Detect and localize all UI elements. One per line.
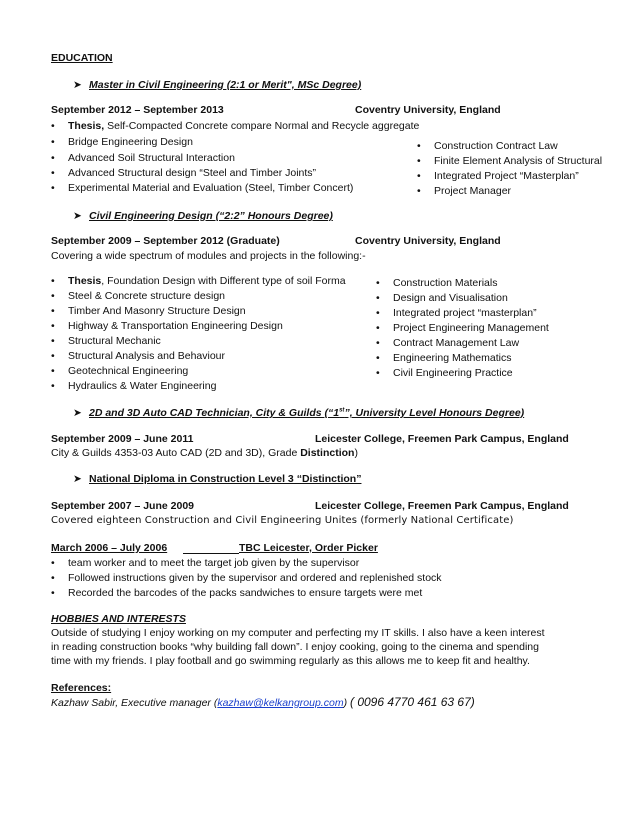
list-item: • Advanced Structural design “Steel and Timber Joints” bbox=[68, 168, 316, 179]
msc-dates: September 2012 – September 2013 bbox=[51, 104, 224, 116]
underline-divider bbox=[183, 553, 239, 554]
cad-detail: City & Guilds 4353-03 Auto CAD (2D and 3D), Grade Distinction) bbox=[51, 447, 358, 459]
list-item: • Followed instructions given by the supervisor and ordered and replenished stock bbox=[68, 573, 442, 584]
list-item: • Bridge Engineering Design bbox=[68, 137, 193, 148]
list-item: • Integrated project “masterplan” bbox=[393, 308, 537, 319]
work-role: TBC Leicester, Order Picker bbox=[239, 542, 378, 554]
list-item: • Timber And Masonry Structure Design bbox=[68, 306, 246, 317]
list-item: • Structural Analysis and Behaviour bbox=[68, 351, 225, 362]
diploma-dates: September 2007 – June 2009 bbox=[51, 500, 195, 512]
diploma-institution: Leicester College, Freemen Park Campus, England bbox=[315, 500, 569, 512]
reference-phone: ( 0096 4770 461 63 67) bbox=[350, 695, 475, 709]
list-item: • Engineering Mathematics bbox=[393, 353, 511, 364]
msc-title: ➤ Master in Civil Engineering (2:1 or Merit", MSc Degree) bbox=[73, 79, 362, 91]
arrow-bullet-icon: ➤ bbox=[73, 473, 82, 485]
education-heading: EDUCATION bbox=[51, 52, 113, 64]
list-item: • Experimental Material and Evaluation (Steel, Timber Concert) bbox=[68, 183, 353, 194]
list-item: • Finite Element Analysis of Structural bbox=[434, 156, 602, 167]
reference-email-link[interactable]: kazhaw@kelkangroup.com bbox=[217, 697, 344, 709]
work-dates: March 2006 – July 2006 bbox=[51, 542, 168, 554]
list-item: • Steel & Concrete structure design bbox=[68, 291, 225, 302]
hobbies-line: Outside of studying I enjoy working on my computer and perfecting my IT skills. I also have a keen interest bbox=[51, 627, 545, 639]
msc-institution: Coventry University, England bbox=[355, 104, 501, 116]
hobbies-line: time with my friends. I play football and go swimming regularly as this allows me to keep fit and healthy. bbox=[51, 655, 530, 667]
list-item: • Contract Management Law bbox=[393, 338, 519, 349]
list-item: • Recorded the barcodes of the packs sandwiches to ensure targets were met bbox=[68, 588, 422, 599]
list-item: • Construction Contract Law bbox=[434, 141, 558, 152]
cad-title: ➤ 2D and 3D Auto CAD Technician, City & Guilds (“1st”, University Level Honours Degree) bbox=[73, 407, 525, 419]
list-item: • Project Manager bbox=[434, 186, 511, 197]
bsc-thesis: • Thesis, Foundation Design with Different type of soil Forma bbox=[68, 276, 346, 287]
arrow-bullet-icon: ➤ bbox=[73, 407, 82, 419]
list-item: • Structural Mechanic bbox=[68, 336, 161, 347]
arrow-bullet-icon: ➤ bbox=[73, 79, 82, 91]
list-item: • Geotechnical Engineering bbox=[68, 366, 188, 377]
list-item: • Highway & Transportation Engineering Design bbox=[68, 321, 283, 332]
list-item: • Construction Materials bbox=[393, 278, 497, 289]
msc-thesis: • Thesis, Self-Compacted Concrete compare Normal and Recycle aggregate bbox=[68, 121, 419, 132]
bsc-dates: September 2009 – September 2012 (Graduate) bbox=[51, 235, 280, 247]
bsc-institution: Coventry University, England bbox=[355, 235, 501, 247]
list-item: • team worker and to meet the target job given by the supervisor bbox=[68, 558, 359, 569]
list-item: • Advanced Soil Structural Interaction bbox=[68, 153, 235, 164]
diploma-detail: Covered eighteen Construction and Civil Engineering Unites (formerly National Certificate) bbox=[51, 515, 514, 526]
hobbies-heading: HOBBIES AND INTERESTS bbox=[51, 613, 186, 625]
arrow-bullet-icon: ➤ bbox=[73, 210, 82, 222]
cad-institution: Leicester College, Freemen Park Campus, England bbox=[315, 433, 569, 445]
cad-dates: September 2009 – June 2011 bbox=[51, 433, 194, 445]
hobbies-line: in reading construction books “why building fall down”. I enjoy cooking, going to the cinema and spending bbox=[51, 641, 539, 653]
diploma-title: ➤ National Diploma in Construction Level 3 “Distinction” bbox=[73, 473, 362, 485]
list-item: • Project Engineering Management bbox=[393, 323, 549, 334]
references-heading: References: bbox=[51, 682, 112, 694]
list-item: • Design and Visualisation bbox=[393, 293, 508, 304]
bsc-title: ➤ Civil Engineering Design (“2:2” Honours Degree) bbox=[73, 210, 333, 222]
reference-entry: Kazhaw Sabir, Executive manager (kazhaw@kelkangroup.com) ( 0096 4770 461 63 67) bbox=[51, 695, 475, 709]
list-item: • Hydraulics & Water Engineering bbox=[68, 381, 216, 392]
list-item: • Integrated Project “Masterplan” bbox=[434, 171, 579, 182]
bsc-intro: Covering a wide spectrum of modules and projects in the following:- bbox=[51, 250, 366, 262]
list-item: • Civil Engineering Practice bbox=[393, 368, 513, 379]
